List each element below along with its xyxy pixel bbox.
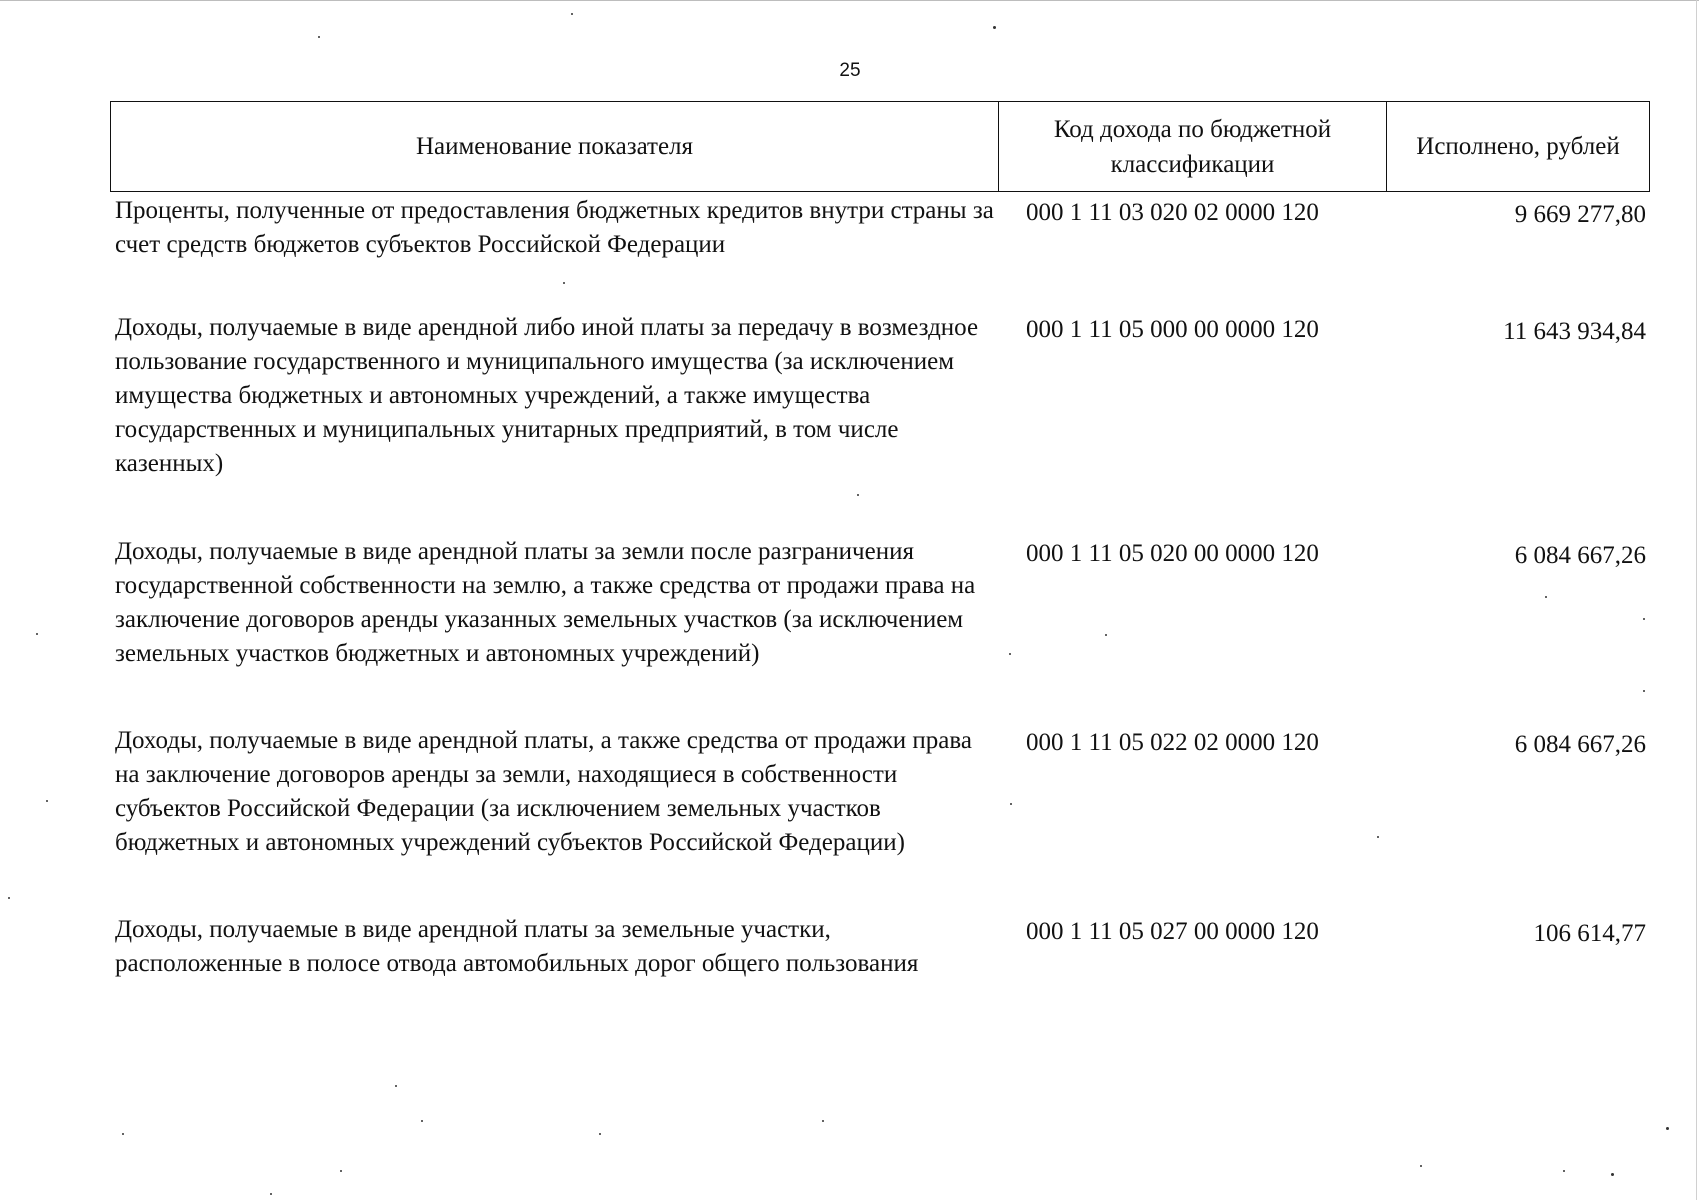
header-code: Код дохода по бюджетной классификации (999, 102, 1387, 191)
table-row (110, 311, 1650, 535)
row-name: Доходы, получаемые в виде арендной либо иной платы за передачу в возмездное пользование государственного и муниципального имущества (за исключением имущества бюджетных и автономных учреждений, а также имущества государственных и муниципальных унитарных предприятий, в том числе казенных) (115, 314, 979, 477)
row-name: Доходы, получаемые в виде арендной платы за земли после разграничения государственной собственности на землю, а также средства от продажи права на заключение договоров аренды указанных земельных участков (за исключением земельных участков бюджетных и автономных учреждений) (115, 538, 976, 667)
header-name: Наименование показателя (111, 102, 999, 191)
row-value: 9 669 277,80 (1514, 201, 1646, 228)
row-code: 000 1 11 05 020 00 0000 120 (1026, 540, 1319, 567)
scan-right-edge (1696, 0, 1697, 1200)
row-name: Проценты, полученные от предоставления бюджетных кредитов внутри страны за счет средств бюджетов субъектов Российской Федерации (115, 197, 994, 258)
table-header (110, 101, 1650, 192)
page-number: 25 (839, 60, 861, 81)
row-value: 6 084 667,26 (1514, 542, 1646, 569)
row-name: Доходы, получаемые в виде арендной платы за земельные участки, расположенные в полосе отвода автомобильных дорог общего пользования (115, 916, 919, 977)
row-code: 000 1 11 05 027 00 0000 120 (1026, 918, 1319, 945)
header-value: Исполнено, рублей (1416, 133, 1620, 160)
row-value: 106 614,77 (1533, 920, 1646, 947)
row-code: 000 1 11 03 020 02 0000 120 (1026, 199, 1319, 226)
row-value: 11 643 934,84 (1503, 318, 1646, 345)
row-code: 000 1 11 05 022 02 0000 120 (1026, 729, 1319, 756)
scan-top-edge (0, 0, 1699, 1)
table-body (110, 194, 1650, 1033)
row-code: 000 1 11 05 000 00 0000 120 (1026, 316, 1319, 343)
table-row (110, 724, 1650, 913)
table-row (110, 913, 1650, 1033)
table-row (110, 535, 1650, 724)
row-name: Доходы, получаемые в виде арендной платы, а также средства от продажи права на заключение договоров аренды за земли, находящиеся в собственности субъектов Российской Федерации (за исключением земельных участков бюджетных и автономных учреждений субъектов Российской Федерации) (115, 727, 972, 856)
table-row (110, 194, 1650, 311)
row-value: 6 084 667,26 (1514, 731, 1646, 758)
